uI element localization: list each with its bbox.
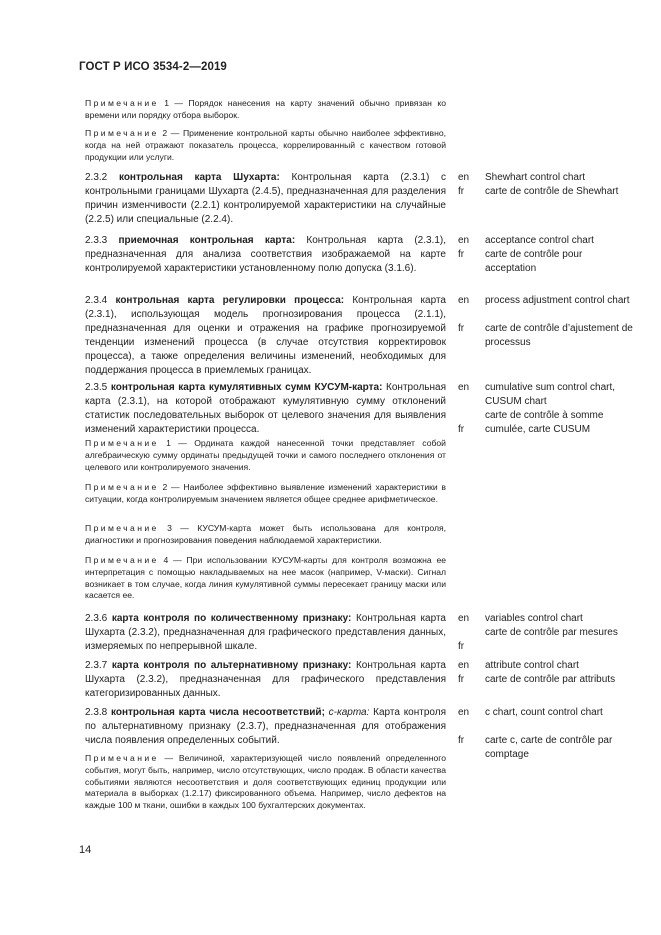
term-2-3-2: 2.3.2 контрольная карта Шухарта: Контрольная карта (2.3.1) с контрольными границами Шухарта (2.4.5), предназначенная для разделения причин изменчивости (2.2.1) контролируемой характеристики на случайные (2.2.5) или специальные (2.2.4).: [85, 172, 446, 225]
document-header: ГОСТ Р ИСО 3534-2—2019: [79, 61, 227, 73]
term-title: карта контроля по альтернативному признаку:: [111, 660, 352, 671]
term-2-3-3: 2.3.3 приемочная контрольная карта: Контрольная карта (2.3.1), предназначенная для анализа соответствия изображаемой на карте контролируемой характеристики установленному полю допуска (3.1.6).: [85, 235, 447, 274]
term-2-3-4: 2.3.4 контрольная карта регулировки процесса: Контрольная карта (2.3.1), использующая модель прогнозирования процесса (2.1.1), предназначенная для оценки и отражения на графике прогнозируемой тенденции изменений процесса (в случае отсутствия корректировок процесса), а также определения величины изменений, необходимых для поддержания процесса в приемлемых границах.: [85, 295, 446, 376]
term-title: контрольная карта кумулятивных сумм КУСУМ-карта:: [110, 382, 383, 393]
note-2: Примечание 2 — Применение контрольной карты обычно наиболее эффективно, когда на ней отражают показатель процесса, коррелированный с качеством готовой продукции или услуги.: [85, 128, 446, 162]
cusum-note-1: Примечание 1 — Ордината каждой нанесенной точки представляет собой алгебраическую сумму ординаты предыдущей точки и самого последнего отклонения от целевого или контролируемого значения.: [85, 438, 446, 472]
term-title: контрольная карта числа несоответствий;: [111, 707, 325, 718]
term-2-3-7: 2.3.7 карта контроля по альтернативному признаку: Контрольная карта Шухарта (2.3.2), предназначенная для графического представления категоризированных данных.: [85, 660, 446, 699]
note-1: Примечание 1 — Порядок нанесения на карту значений обычно привязан ко времени или порядку отбора выборок.: [85, 98, 446, 120]
term-title: приемочная контрольная карта:: [118, 235, 296, 246]
term-alt: с-карта:: [324, 707, 370, 718]
final-note: Примечание — Величиной, характеризующей число появлений определенного события, могут быть, например, число отсутствующих, число продаж. В области качества событиями являются несоответствия и доля соответствующих единиц продукции или материала в выборках (1.2.17) фиксированного объема. Например, число дефектов на каждые 100 м ткани, ошибки в каждых 100 бухгалтерских документах.: [85, 753, 446, 811]
term-2-3-5: 2.3.5 контрольная карта кумулятивных сумм КУСУМ-карта: Контрольная карта (2.3.1), на которой отображают кумулятивную сумму отклонений статистик последовательных выборок от целевого значения для выявления изменений характеристики процесса.: [85, 382, 446, 435]
cusum-note-2: Примечание 2 — Наиболее эффективно выявление изменений характеристики в ситуации, когда контролируемым значением является общее среднее арифметическое.: [85, 482, 446, 504]
term-2-3-8: 2.3.8 контрольная карта числа несоответствий; с-карта: Карта контроля по альтернативному признаку (2.3.7), предназначенная для отображения числа появления определенных событий.: [85, 707, 446, 746]
term-title: контрольная карта Шухарта:: [118, 172, 280, 183]
cusum-note-3: Примечание 3 — КУСУМ-карта может быть использована для контроля, диагностики и прогнозирования поведения наблюдаемой характеристики.: [85, 523, 446, 545]
note-num: 1: [164, 98, 169, 108]
note-num: 2: [162, 128, 168, 138]
term-title: карта контроля по количественному признаку:: [111, 613, 352, 624]
term-2-3-6: 2.3.6 карта контроля по количественному признаку: Контрольная карта Шухарта (2.3.2), предназначенная для графического представления данных, измеряемых по непрерывной шкале.: [85, 613, 446, 652]
page-number: 14: [79, 844, 92, 856]
term-title: контрольная карта регулировки процесса:: [115, 295, 345, 306]
cusum-note-4: Примечание 4 — При использовании КУСУМ-карты для контроля возможна ее интерпретация с помощью накладываемых на нее масок (например, V-маски). Сигнал возникает в том случае, когда линия кумулятивной суммы пересекает границу маски или касается ее.: [85, 555, 446, 601]
